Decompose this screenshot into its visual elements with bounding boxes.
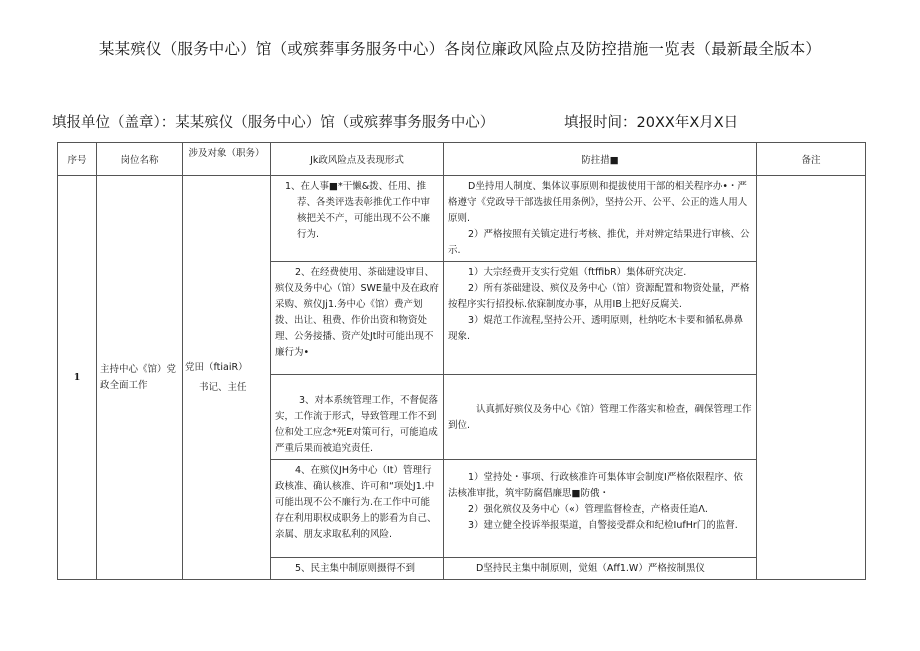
- risk-cell: 3、对本系统管理工作，不督促落实，工作流于形式，导致管理工作不到位和处工应念*死E对策可行，可能追成严重后果而被追究责任.: [271, 375, 444, 460]
- unit-label: 填报单位（盖章）：某某殡仪（服务中心）馆（或殡葬事务服务中心）: [52, 115, 495, 131]
- risk-table: [57, 142, 866, 580]
- object-line-1: 党田（ftiaiR）: [185, 361, 248, 373]
- measures-cell: [444, 262, 757, 375]
- measures-cell: [444, 375, 757, 460]
- measures-cell: [444, 558, 757, 580]
- measure-item: 2）所有茶础建设、殡仪及务中心（馆）资源配置和物资处量，严格按程序实行招投标.依寐制度办事，从用IB上把好反腐关.: [448, 283, 750, 310]
- risk-cell: 5、民主集中制原则摄得不到: [271, 558, 444, 580]
- row-seq: 1: [58, 176, 97, 580]
- measure-item: 3）焜范工作流程,坚持公开、透明原则，杜纳吃木卡要和循私鼻鼻现象.: [448, 315, 744, 342]
- note-cell: [757, 176, 866, 580]
- document-title: 某某殡仪（服务中心）馆（或殡葬事务服务中心）各岗位廉政风险点及防控措施一览表（最新最全版本）: [98, 40, 822, 58]
- header-measures: 防拄措■: [444, 143, 757, 176]
- measure-item: D坐持用人制度、集体议事原则和提拔使用干部的相关程序办•・严格遵守《党政导干部选拔任用条例》，坚持公开、公平、公正的选人用人原则.: [448, 181, 748, 224]
- header-object: 涉及对象（职务）: [183, 143, 271, 176]
- table-header-row: [58, 143, 866, 176]
- measure-item: 2）严格按照有关镇定进行考核、推优，并对辨定结果进行审核、公示.: [448, 229, 750, 256]
- header-risk: Jk政风险点及表现形式: [271, 143, 444, 176]
- header-note: 备注: [757, 143, 866, 176]
- table-row: [58, 176, 866, 262]
- risk-cell: 1、在人事■*干懒&拨、任用、推荐、各类评选表彰推优工作中审核把关不产，可能出现不公不廉行为.: [271, 176, 444, 262]
- measure-item: 3）建立健全投诉举报渠道，自警接受群众和纪检IufHr门的监督.: [468, 520, 738, 531]
- measure-item: 2）强化殡仪及务中心（«）管理监督检查，产格责任追Λ.: [468, 504, 708, 515]
- risk-cell: 4、在殡仪JH务中心（It）管理行政核准、确认核准、许可和“项处J1.中可能出现不公不廉行为.在工作中可能存在利用职权成职务上的影看为自己、亲属、朋友求取私利的风险.: [271, 460, 444, 558]
- header-seq: 序号: [58, 143, 97, 176]
- measure-item: 1）大宗经费开支实行党姐（ftffibR）集体研究决定.: [468, 267, 687, 278]
- measure-item: 认真抓好殡仪及务中心《馆）管理工作落实和检查，碉保管理工作到位.: [448, 403, 752, 431]
- time-label: 填报时间：20XX年X月X日: [564, 115, 739, 131]
- row-object: [183, 176, 271, 580]
- measures-cell: [444, 460, 757, 558]
- row-post: 主持中心《馆）党政全面工作: [97, 176, 183, 580]
- risk-cell: 2、在经费使用、茶础建设审目、殡仪及务中心（馆）SWE量中及在政府采购、殡仪Jj1.务中心《馆）费产划拨、出让、租费、作价出资和物资处理、公务接播、资产处Jt时可能出现不廉行为•: [271, 262, 444, 375]
- measure-item: 1）堂持处・事项、行政核准许可集体审会制度I严格依限程序、依法核准审批，筑牢防腐倡廉思■防俄・: [448, 472, 743, 499]
- header-post: 岗位名称: [97, 143, 183, 176]
- measures-cell: [444, 176, 757, 262]
- measure-item: D坚持民主集中制原则，觉姐（Aff1.W）严格按制黑仪: [476, 563, 705, 574]
- object-line-2: 书记、主任: [199, 381, 247, 393]
